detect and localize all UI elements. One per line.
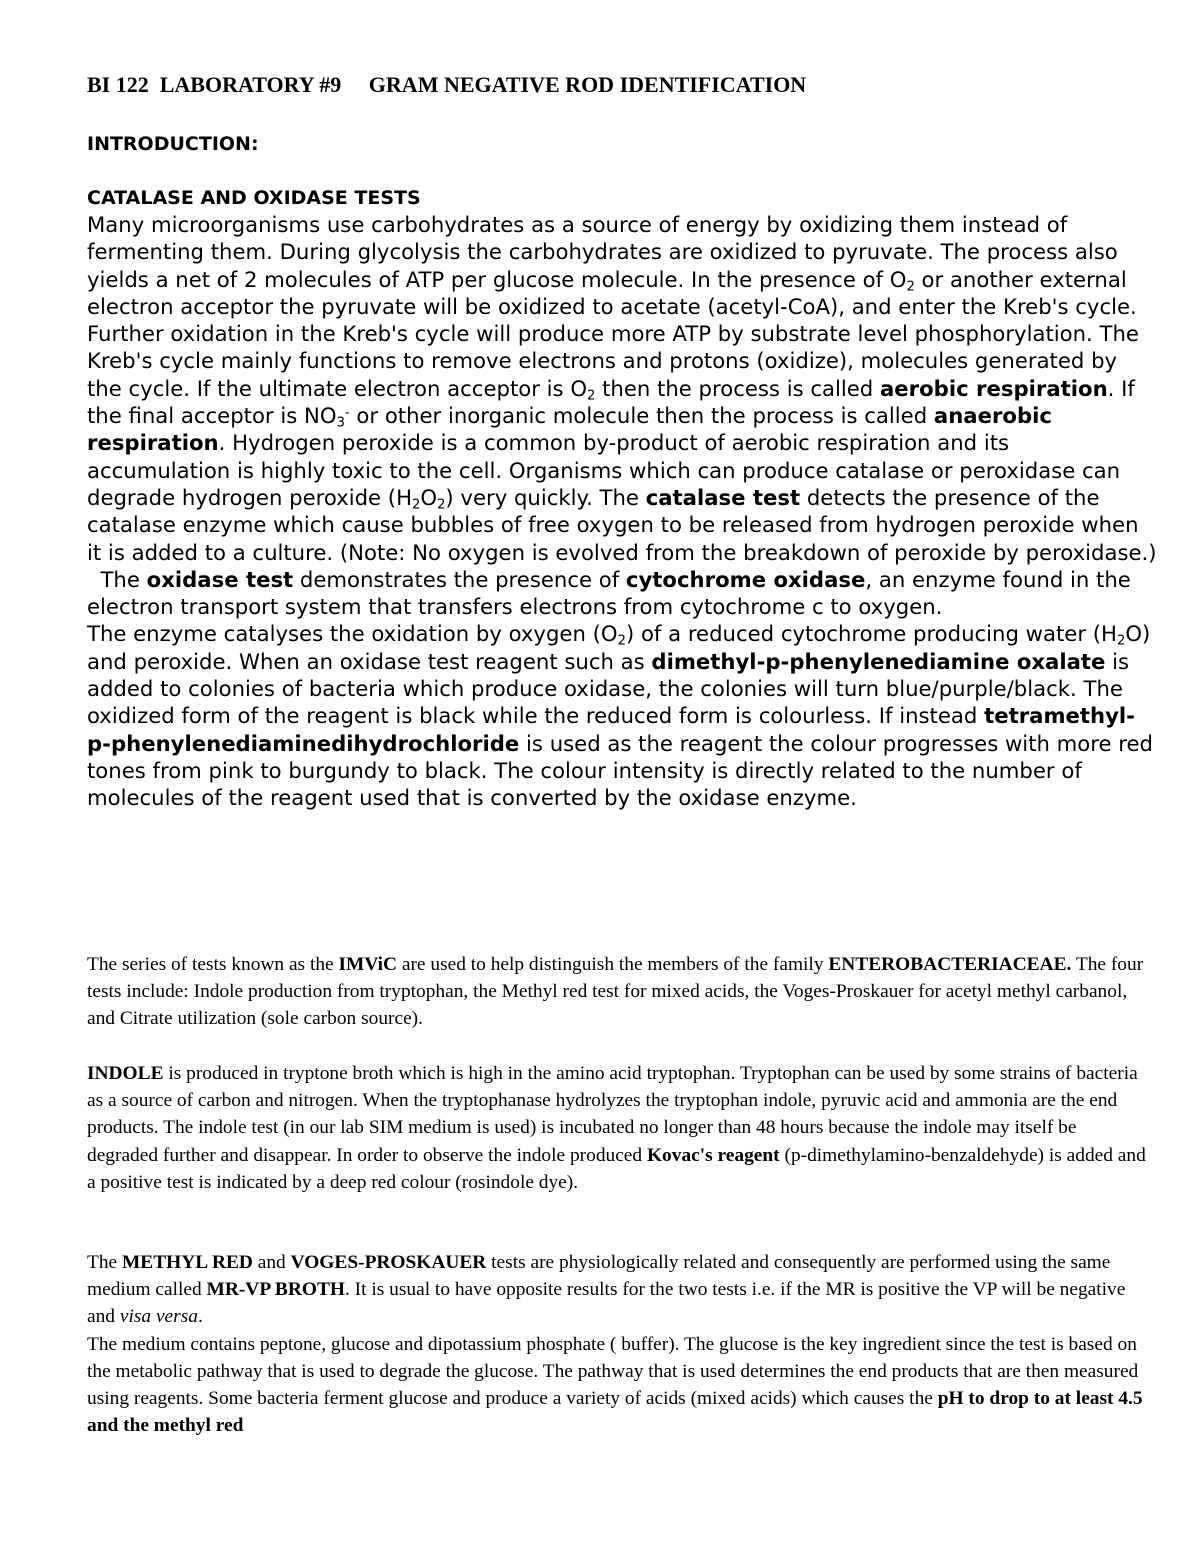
term-aerobic-respiration: aerobic respiration (879, 375, 1108, 401)
mrvp-section (87, 1249, 1147, 1439)
mrvp-medium-paragraph: The medium contains peptone, glucose and dipotassium phosphate ( buffer). The glucose is the key ingredient since the test is based on the metabolic pathway that is used to degrade the glucose. The pathway that is used determines the end products that are then measured using reagents. Some bacteria ferment glucose and produce a variety of acids (mixed acids) which causes the pH to drop to at least 4.5 and the methyl red (87, 1333, 1143, 1437)
term-kovacs-reagent: Kovac's reagent (646, 1144, 780, 1166)
term-dimethyl-reagent: dimethyl-p-phenylenediamine oxalate (651, 648, 1106, 674)
term-anaerobic-respiration: anaerobic respiration (87, 403, 1052, 456)
term-methyl-red: METHYL RED (122, 1252, 253, 1273)
term-catalase-test: catalase test (645, 484, 801, 510)
term-visa-versa: visa versa (119, 1306, 198, 1328)
term-indole: INDOLE (87, 1063, 164, 1084)
catalase-oxidase-section (87, 211, 1157, 812)
oxidase-paragraph: The oxidase test demonstrates the presence of cytochrome oxidase, an enzyme found in the electron transport system that transfers electrons from cytochrome c to oxygen. (87, 566, 1138, 620)
introduction-heading: INTRODUCTION: (87, 133, 259, 155)
imvic-paragraph: The series of tests known as the IMViC are used to help distinguish the members of the family ENTEROBACTERIACEAE. The four tests include: Indole production from tryptophan, the Methyl red test for mixed acids, the Voges-Proskauer for acetyl methyl carbanol, and Citrate utilization (sole carbon source). (87, 954, 1144, 1030)
catalase-paragraph: Many microorganisms use carbohydrates as a source of energy by oxidizing them instead of fermenting them. During glycolysis the carbohydrates are oxidized to pyruvate. The process also yields a net of 2 molecules of ATP per glucose molecule. In the presence of $O_2$ or another external electron acceptor the pyruvate will be oxidized to acetate (acetyl-CoA), and enter the Kreb's cycle. Further oxidation in the Kreb's cycle will produce more ATP by substrate level phosphorylation. The Kreb's cycle mainly functions to remove electrons and protons (oxidize), molecules generated by the cycle. If the ultimate electron acceptor is $O_2$ then the process is called aerobic respiration. If the final acceptor is $NO_3^-$ or other inorganic molecule then the process is called anaerobic respiration. Hydrogen peroxide is a common by-product of aerobic respiration and its accumulation is highly toxic to the cell. Organisms which can produce catalase or peroxidase can degrade hydrogen peroxide $(H_2O_2)$ very quickly. The catalase test detects the presence of the catalase enzyme which cause bubbles of free oxygen to be released from hydrogen peroxide when it is added to a culture. (Note: No oxygen is evolved from the breakdown of peroxide by peroxidase.) (87, 212, 1157, 565)
term-mrvp-broth: MR-VP BROTH (206, 1279, 345, 1301)
term-enterobacteriaceae: ENTEROBACTERIACEAE. (828, 954, 1072, 975)
term-tetramethyl-reagent: tetramethyl-p-phenylenediaminedihydrochloride (87, 703, 1135, 756)
term-imvic: IMViC (338, 954, 398, 975)
term-voges-proskauer: VOGES-PROSKAUER (290, 1252, 487, 1273)
oxidase-reagent-paragraph: The enzyme catalyses the oxidation by oxygen $(O_2)$ of a reduced cytochrome producing water $(H_2O)$ and peroxide. When an oxidase test reagent such as dimethyl-p-phenylenediamine oxalate is added to colonies of bacteria which produce oxidase, the colonies will turn blue/purple/black. The oxidized form of the reagent is black while the reduced form is colourless. If instead tetramethyl-p-phenylenediaminedihydrochloride is used as the reagent the colour progresses with more red tones from pink to burgundy to black. The colour intensity is directly related to the number of molecules of the reagent used that is converted by the oxidase enzyme. (87, 621, 1154, 811)
page-title: BI 122 LABORATORY #9 GRAM NEGATIVE ROD IDENTIFICATION (87, 72, 807, 97)
term-cytochrome-oxidase: cytochrome oxidase (625, 566, 866, 592)
term-ph-drop: pH to drop to at least 4.5 and the methyl red (87, 1388, 1143, 1437)
term-oxidase-test: oxidase test (146, 566, 294, 592)
indole-paragraph: INDOLE is produced in tryptone broth which is high in the amino acid tryptophan. Tryptophan can be used by some strains of bacteria as a source of carbon and nitrogen. When the tryptophanase hydrolyzes the tryptophan indole, pyruvic acid and ammonia are the end products. The indole test (in our lab SIM medium is used) is incubated no longer than 48 hours because the indole may itself be degraded further and disappear. In order to observe the indole produced Kovac's reagent (p-dimethylamino-benzaldehyde) is added and a positive test is indicated by a deep red colour (rosindole dye). (87, 1063, 1146, 1193)
mrvp-paragraph: The METHYL RED and VOGES-PROSKAUER tests are physiologically related and consequently are performed using the same medium called MR-VP BROTH. It is usual to have opposite results for the two tests i.e. if the MR is positive the VP will be negative and visa versa. (87, 1252, 1126, 1328)
catalase-oxidase-heading: CATALASE AND OXIDASE TESTS (87, 187, 421, 209)
